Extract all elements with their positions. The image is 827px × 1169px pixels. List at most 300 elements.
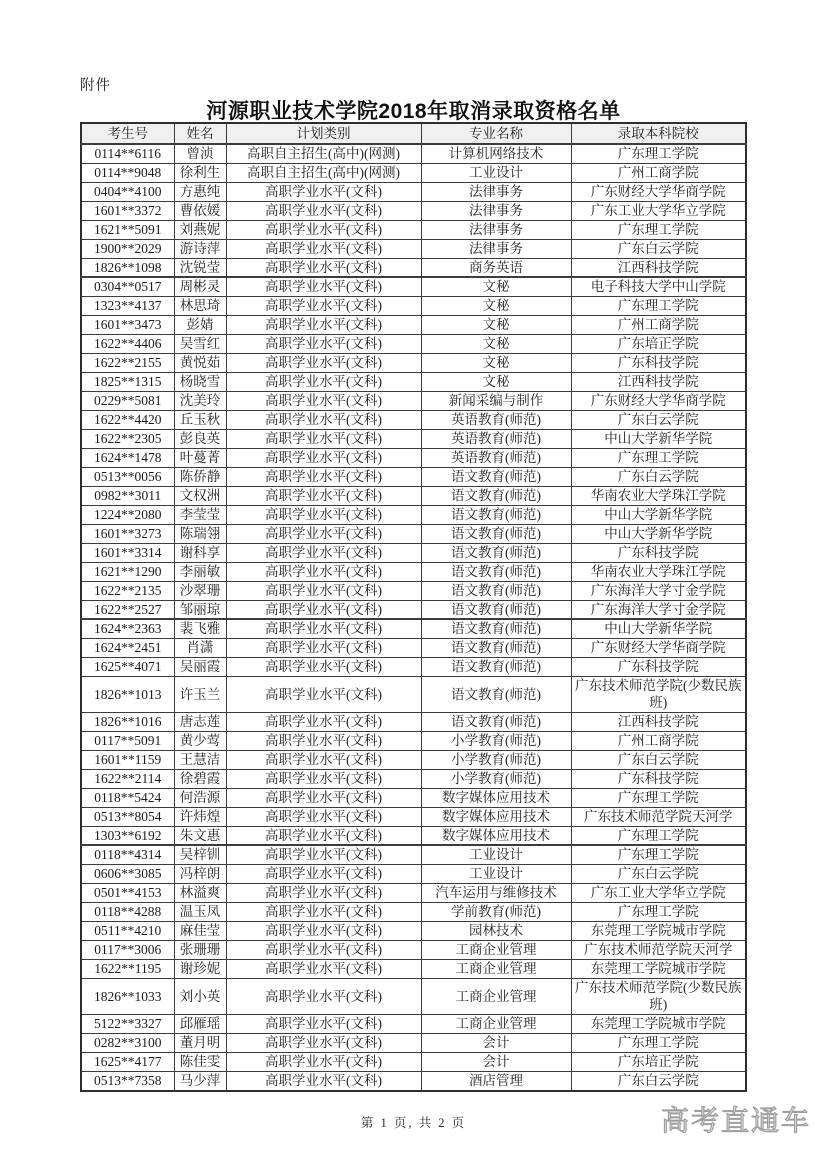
name-cell: 肖潇 xyxy=(174,638,226,657)
major-cell: 语文教育(师范) xyxy=(421,486,571,505)
plan-category-cell: 高职学业水平(文科) xyxy=(226,467,421,486)
name-cell: 黄悦茹 xyxy=(174,353,226,372)
college-cell: 东莞理工学院城市学院 xyxy=(571,959,746,978)
major-cell: 法律事务 xyxy=(421,220,571,239)
name-cell: 彭婧 xyxy=(174,315,226,334)
plan-category-cell: 高职学业水平(文科) xyxy=(226,864,421,883)
name-cell: 徐碧霞 xyxy=(174,769,226,788)
major-cell: 英语教育(师范) xyxy=(421,410,571,429)
college-cell: 广东理工学院 xyxy=(571,144,746,163)
major-cell: 工商企业管理 xyxy=(421,978,571,1014)
candidate-number-cell: 1622**2114 xyxy=(81,769,174,788)
table-row xyxy=(81,315,746,334)
college-cell: 广东科技学院 xyxy=(571,657,746,676)
name-cell: 许炜煌 xyxy=(174,807,226,826)
name-cell: 谢珍妮 xyxy=(174,959,226,978)
major-cell: 英语教育(师范) xyxy=(421,429,571,448)
college-cell: 广州工商学院 xyxy=(571,731,746,750)
plan-category-cell: 高职学业水平(文科) xyxy=(226,391,421,410)
major-cell: 工商企业管理 xyxy=(421,1015,571,1034)
table-row xyxy=(81,277,746,296)
major-cell: 会计 xyxy=(421,1034,571,1053)
name-cell: 邹丽琼 xyxy=(174,600,226,619)
major-cell: 语文教育(师范) xyxy=(421,712,571,731)
table-row xyxy=(81,750,746,769)
name-cell: 叶蔓菁 xyxy=(174,448,226,467)
college-cell: 广东白云学院 xyxy=(571,750,746,769)
plan-category-cell: 高职学业水平(文科) xyxy=(226,1053,421,1072)
name-cell: 李莹莹 xyxy=(174,505,226,524)
college-cell: 广东培正学院 xyxy=(571,334,746,353)
major-cell: 汽车运用与维修技术 xyxy=(421,883,571,902)
name-cell: 何浩源 xyxy=(174,788,226,807)
header-cell-major: 专业名称 xyxy=(421,123,571,144)
table-row xyxy=(81,921,746,940)
candidate-number-cell: 0513**7358 xyxy=(81,1072,174,1091)
college-cell: 中山大学新华学院 xyxy=(571,524,746,543)
major-cell: 文秘 xyxy=(421,296,571,315)
table-row xyxy=(81,524,746,543)
college-cell: 广东工业大学华立学院 xyxy=(571,201,746,220)
name-cell: 陈佳雯 xyxy=(174,1053,226,1072)
table-row xyxy=(81,902,746,921)
plan-category-cell: 高职学业水平(文科) xyxy=(226,807,421,826)
table-row xyxy=(81,372,746,391)
major-cell: 园林技术 xyxy=(421,921,571,940)
name-cell: 刘小英 xyxy=(174,978,226,1014)
table-row xyxy=(81,467,746,486)
table-row xyxy=(81,731,746,750)
college-cell: 华南农业大学珠江学院 xyxy=(571,562,746,581)
table-row xyxy=(81,1053,746,1072)
candidate-number-cell: 1621**1290 xyxy=(81,562,174,581)
college-cell: 中山大学新华学院 xyxy=(571,505,746,524)
plan-category-cell: 高职学业水平(文科) xyxy=(226,486,421,505)
attachment-label: 附件 xyxy=(80,78,111,94)
college-cell: 广东海洋大学寸金学院 xyxy=(571,581,746,600)
plan-category-cell: 高职学业水平(文科) xyxy=(226,410,421,429)
major-cell: 文秘 xyxy=(421,277,571,296)
candidate-number-cell: 0117**3006 xyxy=(81,940,174,959)
plan-category-cell: 高职学业水平(文科) xyxy=(226,581,421,600)
plan-category-cell: 高职学业水平(文科) xyxy=(226,505,421,524)
plan-category-cell: 高职学业水平(文科) xyxy=(226,731,421,750)
name-cell: 唐志莲 xyxy=(174,712,226,731)
candidate-number-cell: 1601**3372 xyxy=(81,201,174,220)
name-cell: 麻佳莹 xyxy=(174,921,226,940)
college-cell: 广东科技学院 xyxy=(571,543,746,562)
college-cell: 中山大学新华学院 xyxy=(571,619,746,638)
table-row xyxy=(81,940,746,959)
table-row xyxy=(81,239,746,258)
plan-category-cell: 高职学业水平(文科) xyxy=(226,315,421,334)
name-cell: 周彬灵 xyxy=(174,277,226,296)
plan-category-cell: 高职学业水平(文科) xyxy=(226,296,421,315)
name-cell: 李丽敏 xyxy=(174,562,226,581)
college-cell: 广东技术师范学院(少数民族班) xyxy=(571,676,746,712)
plan-category-cell: 高职学业水平(文科) xyxy=(226,334,421,353)
plan-category-cell: 高职自主招生(高中)(网测) xyxy=(226,163,421,182)
major-cell: 小学教育(师范) xyxy=(421,750,571,769)
candidate-number-cell: 1224**2080 xyxy=(81,505,174,524)
major-cell: 学前教育(师范) xyxy=(421,902,571,921)
name-cell: 吴丽霞 xyxy=(174,657,226,676)
plan-category-cell: 高职学业水平(文科) xyxy=(226,657,421,676)
candidate-number-cell: 1323**4137 xyxy=(81,296,174,315)
name-cell: 吴梓钏 xyxy=(174,845,226,864)
plan-category-cell: 高职学业水平(文科) xyxy=(226,676,421,712)
candidate-number-cell: 1622**4406 xyxy=(81,334,174,353)
page-footer: 第 1 页, 共 2 页 xyxy=(360,1116,467,1130)
table-row xyxy=(81,163,746,182)
plan-category-cell: 高职学业水平(文科) xyxy=(226,353,421,372)
name-cell: 陈侨静 xyxy=(174,467,226,486)
major-cell: 语文教育(师范) xyxy=(421,676,571,712)
college-cell: 广东工业大学华立学院 xyxy=(571,883,746,902)
name-cell: 沙翠珊 xyxy=(174,581,226,600)
college-cell: 广东理工学院 xyxy=(571,1034,746,1053)
major-cell: 语文教育(师范) xyxy=(421,657,571,676)
candidate-number-cell: 1826**1013 xyxy=(81,676,174,712)
college-cell: 中山大学新华学院 xyxy=(571,429,746,448)
major-cell: 语文教育(师范) xyxy=(421,524,571,543)
plan-category-cell: 高职学业水平(文科) xyxy=(226,902,421,921)
plan-category-cell: 高职学业水平(文科) xyxy=(226,562,421,581)
major-cell: 文秘 xyxy=(421,372,571,391)
table-row xyxy=(81,144,746,163)
table-row xyxy=(81,410,746,429)
major-cell: 语文教育(师范) xyxy=(421,638,571,657)
major-cell: 语文教育(师范) xyxy=(421,543,571,562)
college-cell: 广东理工学院 xyxy=(571,788,746,807)
table-row xyxy=(81,1034,746,1053)
table-row xyxy=(81,448,746,467)
candidate-number-cell: 1825**1315 xyxy=(81,372,174,391)
major-cell: 工商企业管理 xyxy=(421,940,571,959)
plan-category-cell: 高职学业水平(文科) xyxy=(226,600,421,619)
college-cell: 广东财经大学华商学院 xyxy=(571,182,746,201)
candidate-number-cell: 0118**5424 xyxy=(81,788,174,807)
candidate-number-cell: 0511**4210 xyxy=(81,921,174,940)
name-cell: 温玉凤 xyxy=(174,902,226,921)
candidate-number-cell: 1826**1098 xyxy=(81,258,174,277)
plan-category-cell: 高职学业水平(文科) xyxy=(226,883,421,902)
name-cell: 刘燕妮 xyxy=(174,220,226,239)
major-cell: 语文教育(师范) xyxy=(421,467,571,486)
college-cell: 广东理工学院 xyxy=(571,845,746,864)
name-cell: 曹依媛 xyxy=(174,201,226,220)
major-cell: 小学教育(师范) xyxy=(421,769,571,788)
plan-category-cell: 高职学业水平(文科) xyxy=(226,220,421,239)
name-cell: 林思琦 xyxy=(174,296,226,315)
major-cell: 计算机网络技术 xyxy=(421,144,571,163)
table-row xyxy=(81,712,746,731)
candidate-number-cell: 1826**1016 xyxy=(81,712,174,731)
table-row xyxy=(81,562,746,581)
candidate-number-cell: 1624**2451 xyxy=(81,638,174,657)
college-cell: 广东白云学院 xyxy=(571,410,746,429)
table-row xyxy=(81,845,746,864)
header-cell-name: 姓名 xyxy=(174,123,226,144)
table-row xyxy=(81,334,746,353)
candidate-number-cell: 1826**1033 xyxy=(81,978,174,1014)
name-cell: 朱文惠 xyxy=(174,826,226,845)
plan-category-cell: 高职学业水平(文科) xyxy=(226,239,421,258)
major-cell: 小学教育(师范) xyxy=(421,731,571,750)
major-cell: 会计 xyxy=(421,1053,571,1072)
college-cell: 江西科技学院 xyxy=(571,372,746,391)
table-row xyxy=(81,505,746,524)
table-row xyxy=(81,826,746,845)
name-cell: 谢科享 xyxy=(174,543,226,562)
plan-category-cell: 高职学业水平(文科) xyxy=(226,201,421,220)
page-title: 河源职业技术学院2018年取消录取资格名单 xyxy=(206,100,621,123)
candidate-number-cell: 0982**3011 xyxy=(81,486,174,505)
plan-category-cell: 高职学业水平(文科) xyxy=(226,978,421,1014)
table-row xyxy=(81,959,746,978)
name-cell: 游诗萍 xyxy=(174,239,226,258)
table-row xyxy=(81,600,746,619)
name-cell: 曾浈 xyxy=(174,144,226,163)
major-cell: 数字媒体应用技术 xyxy=(421,807,571,826)
header-cell-college: 录取本科院校 xyxy=(571,123,746,144)
name-cell: 方惠纯 xyxy=(174,182,226,201)
name-cell: 吴雪红 xyxy=(174,334,226,353)
major-cell: 法律事务 xyxy=(421,201,571,220)
name-cell: 文权洲 xyxy=(174,486,226,505)
name-cell: 王慧洁 xyxy=(174,750,226,769)
candidate-number-cell: 1601**3273 xyxy=(81,524,174,543)
college-cell: 江西科技学院 xyxy=(571,258,746,277)
candidate-number-cell: 1622**4420 xyxy=(81,410,174,429)
plan-category-cell: 高职学业水平(文科) xyxy=(226,543,421,562)
table-row xyxy=(81,883,746,902)
plan-category-cell: 高职学业水平(文科) xyxy=(226,750,421,769)
candidate-number-cell: 1622**2527 xyxy=(81,600,174,619)
table-row xyxy=(81,201,746,220)
table-row xyxy=(81,769,746,788)
college-cell: 广东白云学院 xyxy=(571,467,746,486)
plan-category-cell: 高职学业水平(文科) xyxy=(226,712,421,731)
name-cell: 杨晓雪 xyxy=(174,372,226,391)
college-cell: 华南农业大学珠江学院 xyxy=(571,486,746,505)
header-cell-plan-category: 计划类别 xyxy=(226,123,421,144)
college-cell: 东莞理工学院城市学院 xyxy=(571,921,746,940)
table-row xyxy=(81,296,746,315)
candidate-number-cell: 1601**3473 xyxy=(81,315,174,334)
major-cell: 数字媒体应用技术 xyxy=(421,788,571,807)
candidate-number-cell: 0229**5081 xyxy=(81,391,174,410)
plan-category-cell: 高职学业水平(文科) xyxy=(226,182,421,201)
candidate-number-cell: 0117**5091 xyxy=(81,731,174,750)
plan-category-cell: 高职学业水平(文科) xyxy=(226,940,421,959)
candidate-number-cell: 1621**5091 xyxy=(81,220,174,239)
major-cell: 语文教育(师范) xyxy=(421,600,571,619)
candidate-number-cell: 0501**4153 xyxy=(81,883,174,902)
plan-category-cell: 高职学业水平(文科) xyxy=(226,1034,421,1053)
plan-category-cell: 高职学业水平(文科) xyxy=(226,448,421,467)
candidate-number-cell: 1625**4071 xyxy=(81,657,174,676)
candidate-number-cell: 1624**2363 xyxy=(81,619,174,638)
name-cell: 裴飞雅 xyxy=(174,619,226,638)
candidate-number-cell: 0118**4288 xyxy=(81,902,174,921)
college-cell: 广东科技学院 xyxy=(571,353,746,372)
major-cell: 语文教育(师范) xyxy=(421,619,571,638)
college-cell: 广州工商学院 xyxy=(571,315,746,334)
college-cell: 广东白云学院 xyxy=(571,239,746,258)
college-cell: 广东财经大学华商学院 xyxy=(571,391,746,410)
table-row xyxy=(81,258,746,277)
header-cell-candidate-number: 考生号 xyxy=(81,123,174,144)
candidate-number-cell: 1900**2029 xyxy=(81,239,174,258)
college-cell: 广东白云学院 xyxy=(571,864,746,883)
table-row xyxy=(81,676,746,712)
major-cell: 工商企业管理 xyxy=(421,959,571,978)
major-cell: 英语教育(师范) xyxy=(421,448,571,467)
major-cell: 新闻采编与制作 xyxy=(421,391,571,410)
plan-category-cell: 高职学业水平(文科) xyxy=(226,524,421,543)
plan-category-cell: 高职学业水平(文科) xyxy=(226,959,421,978)
major-cell: 文秘 xyxy=(421,353,571,372)
major-cell: 酒店管理 xyxy=(421,1072,571,1091)
table-row xyxy=(81,543,746,562)
major-cell: 语文教育(师范) xyxy=(421,562,571,581)
major-cell: 数字媒体应用技术 xyxy=(421,826,571,845)
college-cell: 江西科技学院 xyxy=(571,712,746,731)
candidate-number-cell: 1601**1159 xyxy=(81,750,174,769)
major-cell: 语文教育(师范) xyxy=(421,505,571,524)
candidate-number-cell: 0513**0056 xyxy=(81,467,174,486)
candidate-number-cell: 5122**3327 xyxy=(81,1015,174,1034)
table-header-row xyxy=(81,123,746,144)
candidate-number-cell: 0513**8054 xyxy=(81,807,174,826)
plan-category-cell: 高职学业水平(文科) xyxy=(226,921,421,940)
name-cell: 丘玉秋 xyxy=(174,410,226,429)
plan-category-cell: 高职学业水平(文科) xyxy=(226,277,421,296)
major-cell: 工业设计 xyxy=(421,163,571,182)
table-row xyxy=(81,619,746,638)
college-cell: 广东培正学院 xyxy=(571,1053,746,1072)
name-cell: 彭良英 xyxy=(174,429,226,448)
candidate-number-cell: 0118**4314 xyxy=(81,845,174,864)
plan-category-cell: 高职学业水平(文科) xyxy=(226,826,421,845)
plan-category-cell: 高职学业水平(文科) xyxy=(226,788,421,807)
college-cell: 广东海洋大学寸金学院 xyxy=(571,600,746,619)
plan-category-cell: 高职自主招生(高中)(网测) xyxy=(226,144,421,163)
name-cell: 董月明 xyxy=(174,1034,226,1053)
table-row xyxy=(81,429,746,448)
college-cell: 广州工商学院 xyxy=(571,163,746,182)
name-cell: 张珊珊 xyxy=(174,940,226,959)
college-cell: 东莞理工学院城市学院 xyxy=(571,1015,746,1034)
candidate-number-cell: 1625**4177 xyxy=(81,1053,174,1072)
cancellation-roster-table xyxy=(80,122,747,1092)
plan-category-cell: 高职学业水平(文科) xyxy=(226,429,421,448)
college-cell: 广东技术师范学院(少数民族班) xyxy=(571,978,746,1014)
table-row xyxy=(81,978,746,1014)
table-row xyxy=(81,638,746,657)
table-body xyxy=(81,144,746,1091)
table-row xyxy=(81,486,746,505)
table-row xyxy=(81,391,746,410)
candidate-number-cell: 0114**6116 xyxy=(81,144,174,163)
table-row xyxy=(81,581,746,600)
major-cell: 商务英语 xyxy=(421,258,571,277)
table-row xyxy=(81,220,746,239)
candidate-number-cell: 1303**6192 xyxy=(81,826,174,845)
college-cell: 广东理工学院 xyxy=(571,220,746,239)
plan-category-cell: 高职学业水平(文科) xyxy=(226,258,421,277)
college-cell: 广东理工学院 xyxy=(571,296,746,315)
major-cell: 文秘 xyxy=(421,334,571,353)
name-cell: 邱雁瑶 xyxy=(174,1015,226,1034)
college-cell: 广东技术师范学院天河学 xyxy=(571,940,746,959)
watermark: 高考直通车 xyxy=(660,1105,811,1136)
candidate-number-cell: 1601**3314 xyxy=(81,543,174,562)
candidate-number-cell: 1622**2155 xyxy=(81,353,174,372)
major-cell: 工业设计 xyxy=(421,864,571,883)
table-row xyxy=(81,1015,746,1034)
college-cell: 广东财经大学华商学院 xyxy=(571,638,746,657)
college-cell: 广东科技学院 xyxy=(571,769,746,788)
name-cell: 冯梓朗 xyxy=(174,864,226,883)
major-cell: 工业设计 xyxy=(421,845,571,864)
name-cell: 沈美玲 xyxy=(174,391,226,410)
candidate-number-cell: 0114**9048 xyxy=(81,163,174,182)
college-cell: 广东技术师范学院天河学 xyxy=(571,807,746,826)
name-cell: 黄少莺 xyxy=(174,731,226,750)
table-row xyxy=(81,353,746,372)
plan-category-cell: 高职学业水平(文科) xyxy=(226,372,421,391)
table-row xyxy=(81,182,746,201)
name-cell: 许玉兰 xyxy=(174,676,226,712)
college-cell: 广东理工学院 xyxy=(571,448,746,467)
candidate-number-cell: 1624**1478 xyxy=(81,448,174,467)
major-cell: 语文教育(师范) xyxy=(421,581,571,600)
table-row xyxy=(81,807,746,826)
major-cell: 法律事务 xyxy=(421,239,571,258)
table-row xyxy=(81,788,746,807)
plan-category-cell: 高职学业水平(文科) xyxy=(226,1072,421,1091)
plan-category-cell: 高职学业水平(文科) xyxy=(226,845,421,864)
name-cell: 沈锐莹 xyxy=(174,258,226,277)
plan-category-cell: 高职学业水平(文科) xyxy=(226,1015,421,1034)
plan-category-cell: 高职学业水平(文科) xyxy=(226,638,421,657)
plan-category-cell: 高职学业水平(文科) xyxy=(226,619,421,638)
name-cell: 马少萍 xyxy=(174,1072,226,1091)
table-row xyxy=(81,657,746,676)
major-cell: 法律事务 xyxy=(421,182,571,201)
candidate-number-cell: 1622**2135 xyxy=(81,581,174,600)
candidate-number-cell: 0282**3100 xyxy=(81,1034,174,1053)
college-cell: 广东理工学院 xyxy=(571,902,746,921)
name-cell: 陈瑞翎 xyxy=(174,524,226,543)
candidate-number-cell: 1622**1195 xyxy=(81,959,174,978)
candidate-number-cell: 0404**4100 xyxy=(81,182,174,201)
table-row xyxy=(81,864,746,883)
candidate-number-cell: 1622**2305 xyxy=(81,429,174,448)
name-cell: 林溢爽 xyxy=(174,883,226,902)
college-cell: 广东白云学院 xyxy=(571,1072,746,1091)
name-cell: 徐利生 xyxy=(174,163,226,182)
college-cell: 广东理工学院 xyxy=(571,826,746,845)
plan-category-cell: 高职学业水平(文科) xyxy=(226,769,421,788)
candidate-number-cell: 0606**3085 xyxy=(81,864,174,883)
major-cell: 文秘 xyxy=(421,315,571,334)
candidate-number-cell: 0304**0517 xyxy=(81,277,174,296)
college-cell: 电子科技大学中山学院 xyxy=(571,277,746,296)
table-row xyxy=(81,1072,746,1091)
